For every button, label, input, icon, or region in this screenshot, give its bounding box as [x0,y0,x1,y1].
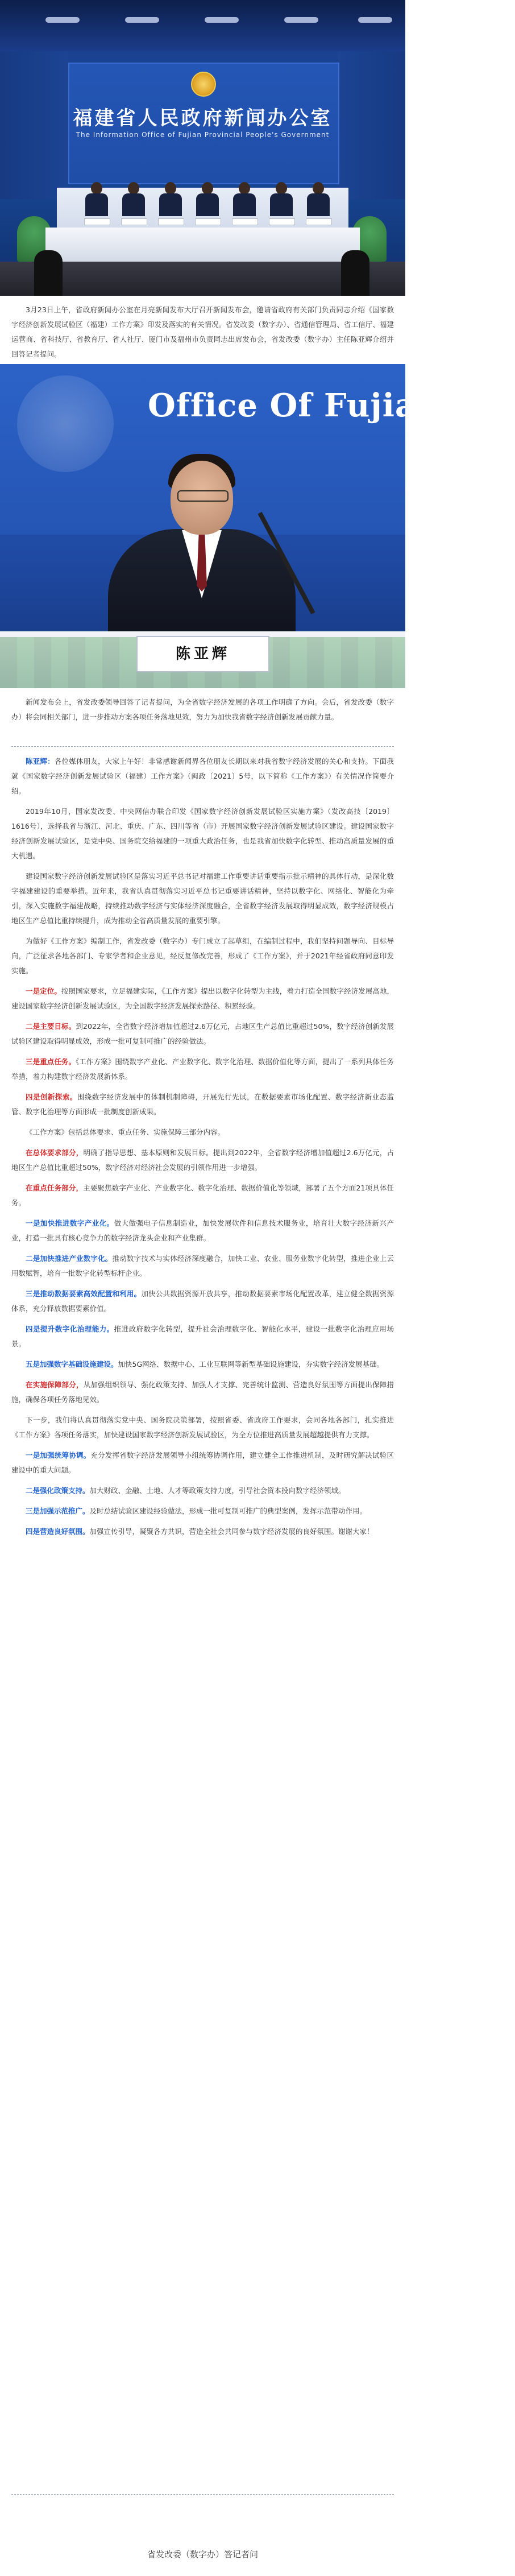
speech-text: 主要聚焦数字产业化、产业数字化、数字化治理、数据价值化等领域，部署了五个方面21项具体任务。 [11,1184,394,1207]
photographer-silhouette [34,250,63,296]
speech-text: 加快5G网络、数据中心、工业互联网等新型基础设施建设，夯实数字经济发展基础。 [118,1360,384,1368]
official-figure [159,182,182,216]
speech-text: 各位媒体朋友，大家上午好！非常感谢新闻界各位朋友长期以来对我省数字经济发展的关心和支持。下面我就《国家数字经济创新发展试验区（福建）工作方案》（闽政〔2021〕5号，以下简称《工作方案》）有关情况作简要介绍。 [11,757,394,795]
intro-paragraph-2: 新闻发布会上，省发改委领导回答了记者提问，为全省数字经济发展的各项工作明确了方向。会后，省发改委（数字办）将会同相关部门，进一步推动方案各项任务落地见效，努力为加快我省数字经济创新发展贡献力量。 [11,698,394,721]
speech-transcript [11,754,394,1545]
official-figure [85,182,108,216]
speech-heading: 三是推动数据要素高效配置和利用。 [26,1289,142,1298]
speech-paragraph [11,754,394,799]
speech-text: 及时总结试验区建设经验做法，形成一批可复制可推广的典型案例，发挥示范带动作用。 [89,1507,367,1515]
section-divider [11,746,394,747]
speech-heading: 一是加强统筹协调。 [26,1451,91,1459]
speaker-label: 陈亚辉： [26,757,55,766]
speaker-nameplate: 陈亚辉 [136,636,269,672]
ceiling-light [205,17,239,23]
nameplate [84,218,110,225]
speech-heading: 一是加快推进数字产业化。 [26,1219,114,1227]
speech-heading: 三是加强示范推广。 [26,1507,90,1515]
ceiling-light [45,17,80,23]
speech-paragraph [11,1448,394,1478]
speech-paragraph [11,984,394,1014]
hall-wall-left [0,51,68,199]
speech-text: 《工作方案》围绕数字产业化、产业数字化、数字化治理、数据价值化等方面，提出了一系列具体任务举措，着力构建数字经济发展新体系。 [11,1057,394,1081]
intro-paragraph: 3月23日上午，省政府新闻办公室在月亮新闻发布大厅召开新闻发布会，邀请省政府有关部门负责同志介绍《国家数字经济创新发展试验区（福建）工作方案》印发及落实的有关情况。省发改委（数字办）、省通信管理局、省工信厅、福建运营商、省科技厅、省教育厅、省人社厅、厦门市及福州市负责同志出席发布会，省发改委（数字办）主任陈亚辉介绍并回答记者提问。 [11,305,394,358]
nameplate [269,218,295,225]
speech-paragraph [11,1090,394,1119]
speech-heading: 四是营造良好氛围。 [26,1527,90,1536]
speaker-glasses [177,490,229,502]
nameplate [121,218,147,225]
speech-paragraph: 为做好《工作方案》编制工作，省发改委（数字办）专门成立了起草组，在编制过程中，我们坚持问题导向、目标导向，广泛征求各地各部门、专家学者和企业意见，经反复修改完善，形成了《工作方案》，并于2021年经省政府同意印发实施。 [11,937,394,975]
speech-text: 围绕数字经济发展中的体制机制障碍，开展先行先试，在数据要素市场化配置、数字经济新业态监管、数字化治理等方面形成一批制度创新成果。 [11,1093,394,1116]
speech-heading: 二是主要目标。 [26,1022,76,1031]
speech-heading: 三是重点任务。 [26,1057,76,1066]
speech-paragraph [11,1287,394,1316]
speech-paragraph [11,1251,394,1281]
speech-text: 到2022年，全省数字经济增加值超过2.6万亿元，占地区生产总值比重超过50%，数字经济创新发展试验区建设取得明显成效，形成一批可复制可推广的经验做法。 [11,1022,394,1045]
backdrop-title: 福建省人民政府新闻办公室 [73,107,333,130]
speech-paragraph: 建设国家数字经济创新发展试验区是落实习近平总书记对福建工作重要讲话重要指示批示精神的具体行动，是深化数字福建建设的重要举措。近年来，我省认真贯彻落实习近平总书记重要讲话精神，坚持以数字化、网络化、智能化为牵引，深入实施数字福建战略，持续推动数字经济与实体经济深度融合，全省数字经济发展取得明显成效，数字经济规模占地区生产总值比重持续提升，成为推动全省高质量发展的重要引擎。 [11,872,394,925]
speech-paragraph [11,1504,394,1519]
speech-paragraph [11,1181,394,1210]
hall-wall-right [337,51,405,199]
ceiling-light [358,17,392,23]
speaker-photo [0,364,515,688]
section-divider [11,2494,394,2495]
nameplate [232,218,258,225]
official-figure [196,182,219,216]
speech-paragraph [11,1019,394,1049]
speech-text: 做大做强电子信息制造业，加快发展软件和信息技术服务业，培育壮大数字经济新兴产业，打造一批具有核心竞争力的数字经济龙头企业和产业集群。 [11,1219,394,1242]
official-figure [122,182,145,216]
speech-paragraph [11,1483,394,1498]
speech-text: 按照国家要求，立足福建实际，《工作方案》提出以数字化转型为主线，着力打造全国数字经济发展高地，建设国家数字经济创新发展试验区，为全国数字经济发展探索路径、积累经验。 [11,987,394,1010]
press-conference-photo [0,0,405,296]
speech-paragraph [11,1055,394,1084]
nameplate [195,218,221,225]
speech-text: 充分发挥省数字经济发展领导小组统筹协调作用，建立健全工作推进机制，及时研究解决试验区建设中的重大问题。 [11,1451,394,1474]
speech-heading: 二是加快推进产业数字化。 [26,1254,113,1263]
speech-paragraph [11,1322,394,1351]
speech-heading: 二是强化政策支持。 [26,1486,90,1495]
speech-heading: 五是加强数字基础设施建设。 [26,1360,118,1368]
photographer-silhouette [341,250,369,296]
speech-paragraph: 《工作方案》包括总体要求、重点任务、实施保障三部分内容。 [26,1128,225,1136]
speech-paragraph: 下一步，我们将认真贯彻落实党中央、国务院决策部署，按照省委、省政府工作要求，会同各地各部门，扎实推进《工作方案》各项任务落实，加快建设国家数字经济创新发展试验区，为全方位推进高质量发展超越提供有力支撑。 [11,1416,394,1439]
speech-text: 加快公共数据资源开放共享，推动数据要素市场化配置改革，建立健全数据资源体系，充分释放数据要素价值。 [11,1289,394,1313]
speech-paragraph [11,1146,394,1175]
speech-text: 推进政府数字化转型，提升社会治理数字化、智能化水平，建设一批数字化治理应用场景。 [11,1325,394,1348]
speech-text: 加强宣传引导，凝聚各方共识，营造全社会共同参与数字经济发展的良好氛围。谢谢大家！ [89,1527,374,1536]
speech-paragraph [11,1357,394,1372]
nameplate [306,218,332,225]
speech-heading: 四是创新探索。 [26,1093,77,1101]
official-figure [233,182,256,216]
speech-heading: 在重点任务部分， [26,1184,84,1192]
emblem-watermark-icon [17,375,114,472]
official-figure [307,182,330,216]
ceiling-light [284,17,318,23]
speech-paragraph [11,1524,394,1539]
speech-paragraph [11,1216,394,1246]
photo-caption: 省发改委（数字办）答记者问 [147,2549,258,2560]
speech-paragraph [11,1378,394,1407]
speech-text: 推动数字技术与实体经济深度融合，加快工业、农业、服务业数字化转型，推进企业上云用数赋智，培育一批数字化转型标杆企业。 [11,1254,394,1277]
speech-heading: 四是提升数字化治理能力。 [26,1325,114,1333]
speech-text: 明确了指导思想、基本原则和发展目标。提出到2022年，全省数字经济增加值超过2.6万亿元，占地区生产总值比重超过50%，数字经济对经济社会发展的引领作用进一步增强。 [11,1148,394,1172]
backdrop-subtitle: The Information Office of Fujian Provincial People's Government [76,131,330,139]
nameplate [158,218,184,225]
dais-front [45,228,360,262]
national-emblem-icon [191,72,216,97]
hall-ceiling [0,0,405,51]
speech-paragraph: 2019年10月，国家发改委、中央网信办联合印发《国家数字经济创新发展试验区实施方案》（发改高技〔2019〕1616号），选择我省与浙江、河北、重庆、广东、四川等省（市）开展国家数字经济创新发展试验区建设。建设国家数字经济创新发展试验区，是党中央、国务院交给福建的一项重大政治任务，也是我省加快数字化转型、推动高质量发展的重大机遇。 [11,807,394,860]
speech-text: 从加强组织领导、强化政策支持、加强人才支撑、完善统计监测、营造良好氛围等方面提出保障措施，确保各项任务落地见效。 [11,1380,394,1404]
speech-heading: 在总体要求部分， [26,1148,84,1157]
official-figure [270,182,293,216]
speech-text: 加大财政、金融、土地、人才等政策支持力度，引导社会资本投向数字经济领域。 [89,1486,346,1495]
speech-heading: 一是定位。 [26,987,61,995]
ceiling-light [125,17,159,23]
backdrop-sign: Office Of Fujian Pro [148,387,515,424]
speech-heading: 在实施保障部分， [26,1380,84,1389]
